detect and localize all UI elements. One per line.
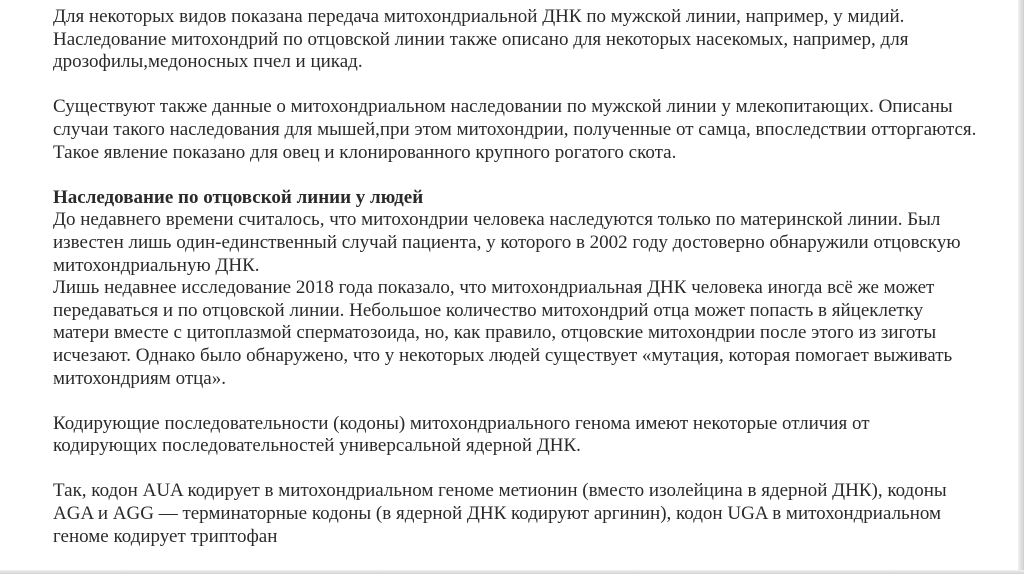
text-line: Так, кодон AUA кодирует в митохондриальном геноме метионин (вместо изолейцина в ядерной ДНК), кодоны	[53, 480, 947, 502]
text-line: Кодирующие последовательности (кодоны) митохондриального генома имеют некоторые отличия от	[53, 412, 870, 434]
paragraph-mammals	[53, 96, 1003, 164]
document-body	[53, 6, 1003, 548]
text-line: Наследование митохондрий по отцовской линии также описано для некоторых насекомых, например, для	[53, 28, 909, 50]
text-line: митохондриальную ДНК.	[53, 254, 260, 276]
text-line: До недавнего времени считалось, что митохондрии человека наследуются только по материнской линии. Был	[53, 209, 941, 231]
text-line: передаваться и по отцовской линии. Небольшое количество митохондрий отца может попасть в яйцеклетку	[53, 299, 924, 321]
text-line: случаи такого наследования для мышей,при этом митохондрии, полученные от самца, впоследствии отторгаются.	[53, 118, 977, 140]
text-line: матери вместе с цитоплазмой сперматозоида, но, как правило, отцовские митохондрии после этого из зиготы	[53, 322, 937, 344]
text-line: Такое явление показано для овец и клонированного крупного рогатого скота.	[53, 141, 677, 163]
text-line: кодирующих последовательностей универсальной ядерной ДНК.	[53, 435, 581, 457]
section-heading: Наследование по отцовской линии у людей	[53, 186, 424, 208]
paragraph-humans	[53, 187, 1003, 390]
text-line: AGA и AGG — терминаторные кодоны (в ядерной ДНК кодируют аргинин), кодон UGA в митохондриальном	[53, 503, 942, 525]
text-line: известен лишь один-единственный случай пациента, у которого в 2002 году достоверно обнаружили отцовскую	[53, 231, 961, 253]
paragraph-codons-intro	[53, 413, 1003, 458]
text-line: Существуют также данные о митохондриальном наследовании по мужской линии у млекопитающих. Описаны	[53, 96, 953, 118]
text-line: исчезают. Однако было обнаружено, что у некоторых людей существует «мутация, которая помогает выживать	[53, 344, 953, 366]
text-line: Для некоторых видов показана передача митохондриальной ДНК по мужской линии, например, у мидий.	[53, 6, 905, 27]
text-line: дрозофилы,медоносных пчел и цикад.	[53, 51, 363, 73]
slide-edge-shadow	[0, 570, 1024, 574]
text-line: Лишь недавнее исследование 2018 года показало, что митохондриальная ДНК человека иногда всё же может	[53, 277, 935, 299]
slide-edge-shadow	[1018, 0, 1024, 574]
text-line: геноме кодирует триптофан	[53, 525, 278, 547]
paragraph-codons-examples	[53, 480, 1003, 548]
text-line: митохондриям отца».	[53, 367, 226, 389]
paragraph-male-line-species	[53, 6, 1003, 74]
